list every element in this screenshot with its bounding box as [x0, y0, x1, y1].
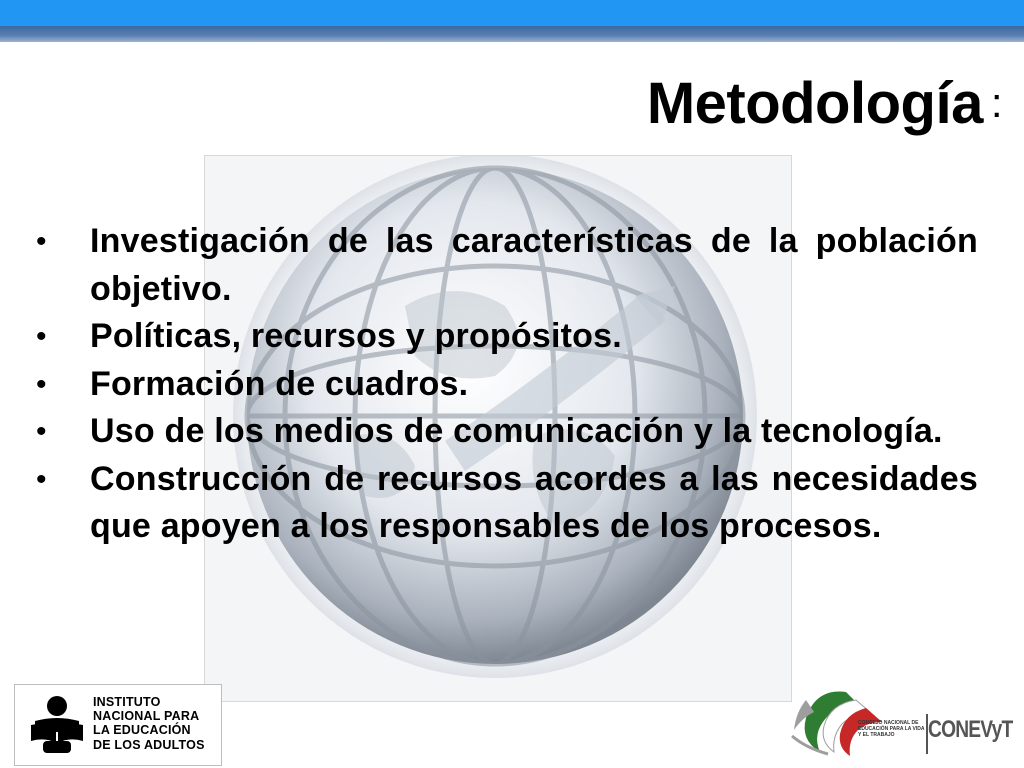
title-text: Metodología — [646, 71, 983, 136]
bullet-text: Construcción de recursos acordes a las necesidades que apoyen a los responsables de los procesos. — [90, 459, 978, 545]
bullet-list — [36, 218, 978, 551]
title-colon: : — [990, 79, 1002, 126]
inea-logo — [14, 684, 222, 766]
bullet-marker: • — [36, 367, 47, 401]
list-item — [36, 313, 978, 361]
list-item — [36, 456, 978, 551]
conevyt-logo — [786, 678, 1013, 762]
slide-title — [647, 70, 1002, 137]
inea-line: DE LOS ADULTOS — [93, 737, 205, 752]
inea-line: LA EDUCACIÓN — [93, 723, 191, 738]
bullet-text: Investigación de las características de la población objetivo. — [90, 222, 978, 308]
top-banner-shadow — [0, 26, 1024, 42]
reading-person-icon — [29, 695, 85, 755]
bullet-marker: • — [36, 415, 47, 448]
top-banner — [0, 0, 1024, 26]
list-item — [36, 408, 978, 456]
list-item — [36, 361, 978, 409]
conevyt-wordmark: CONEVyT — [928, 716, 1013, 743]
inea-logo-text — [93, 695, 205, 752]
bullet-text: Políticas, recursos y propósitos. — [90, 317, 622, 355]
bullet-text: Uso de los medios de comunicación y la tecnología. — [90, 412, 943, 450]
bullet-marker: • — [36, 462, 47, 496]
bullet-marker: • — [36, 320, 47, 353]
conevyt-small-text: CONSEJO NACIONAL DE EDUCACIÓN PARA LA VIDA Y EL TRABAJO — [858, 720, 925, 738]
bullet-text: Formación de cuadros. — [90, 364, 469, 403]
list-item — [36, 218, 978, 313]
inea-line: NACIONAL PARA — [93, 709, 200, 724]
inea-line: INSTITUTO — [93, 695, 161, 709]
bullet-marker: • — [36, 225, 47, 258]
